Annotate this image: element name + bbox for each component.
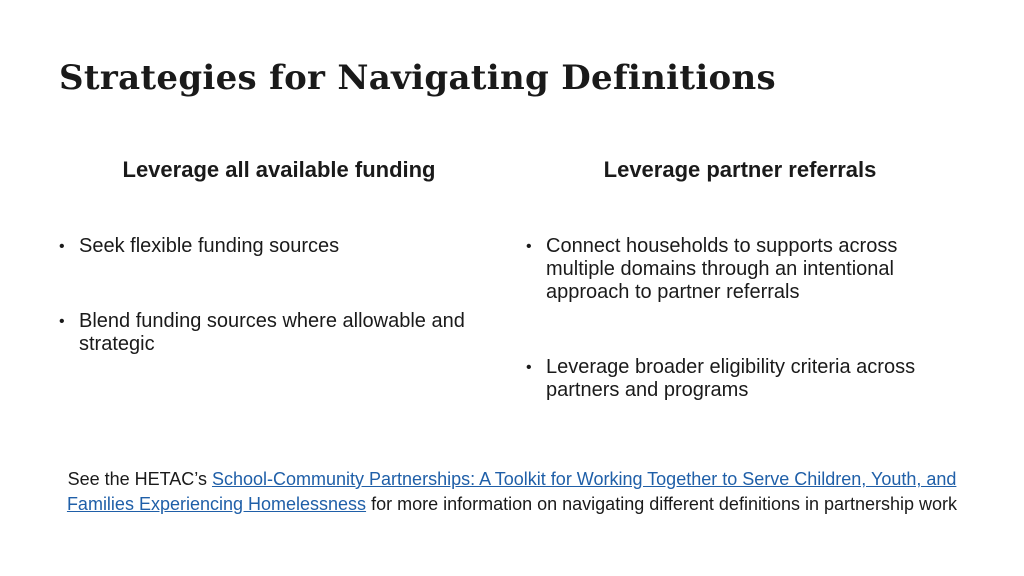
left-column-heading: Leverage all available funding (122, 157, 436, 182)
footer-note (40, 467, 984, 517)
right-column-heading: Leverage partner referrals (603, 157, 877, 182)
left-bullet-list (59, 235, 504, 356)
bullet-item: • Blend funding sources where allowable and strategic (59, 310, 504, 356)
footer-prefix: See the HETAC’s (67, 469, 212, 489)
bullet-item: • Connect households to supports across multiple domains through an intentional approach to partner referrals (526, 235, 966, 304)
toolkit-link[interactable]: School-Community Partnerships: A Toolkit for Working Together to Serve Children, Youth, and Families Experiencing Homelessness (66, 469, 957, 514)
bullet-item: • Seek flexible funding sources (59, 235, 504, 258)
slide-title: Strategies for Navigating Definitions (59, 58, 776, 98)
right-bullet-list (526, 235, 966, 402)
footer-suffix: for more information on navigating different definitions in partnership work (366, 494, 958, 514)
bullet-item: • Leverage broader eligibility criteria across partners and programs (526, 356, 966, 402)
